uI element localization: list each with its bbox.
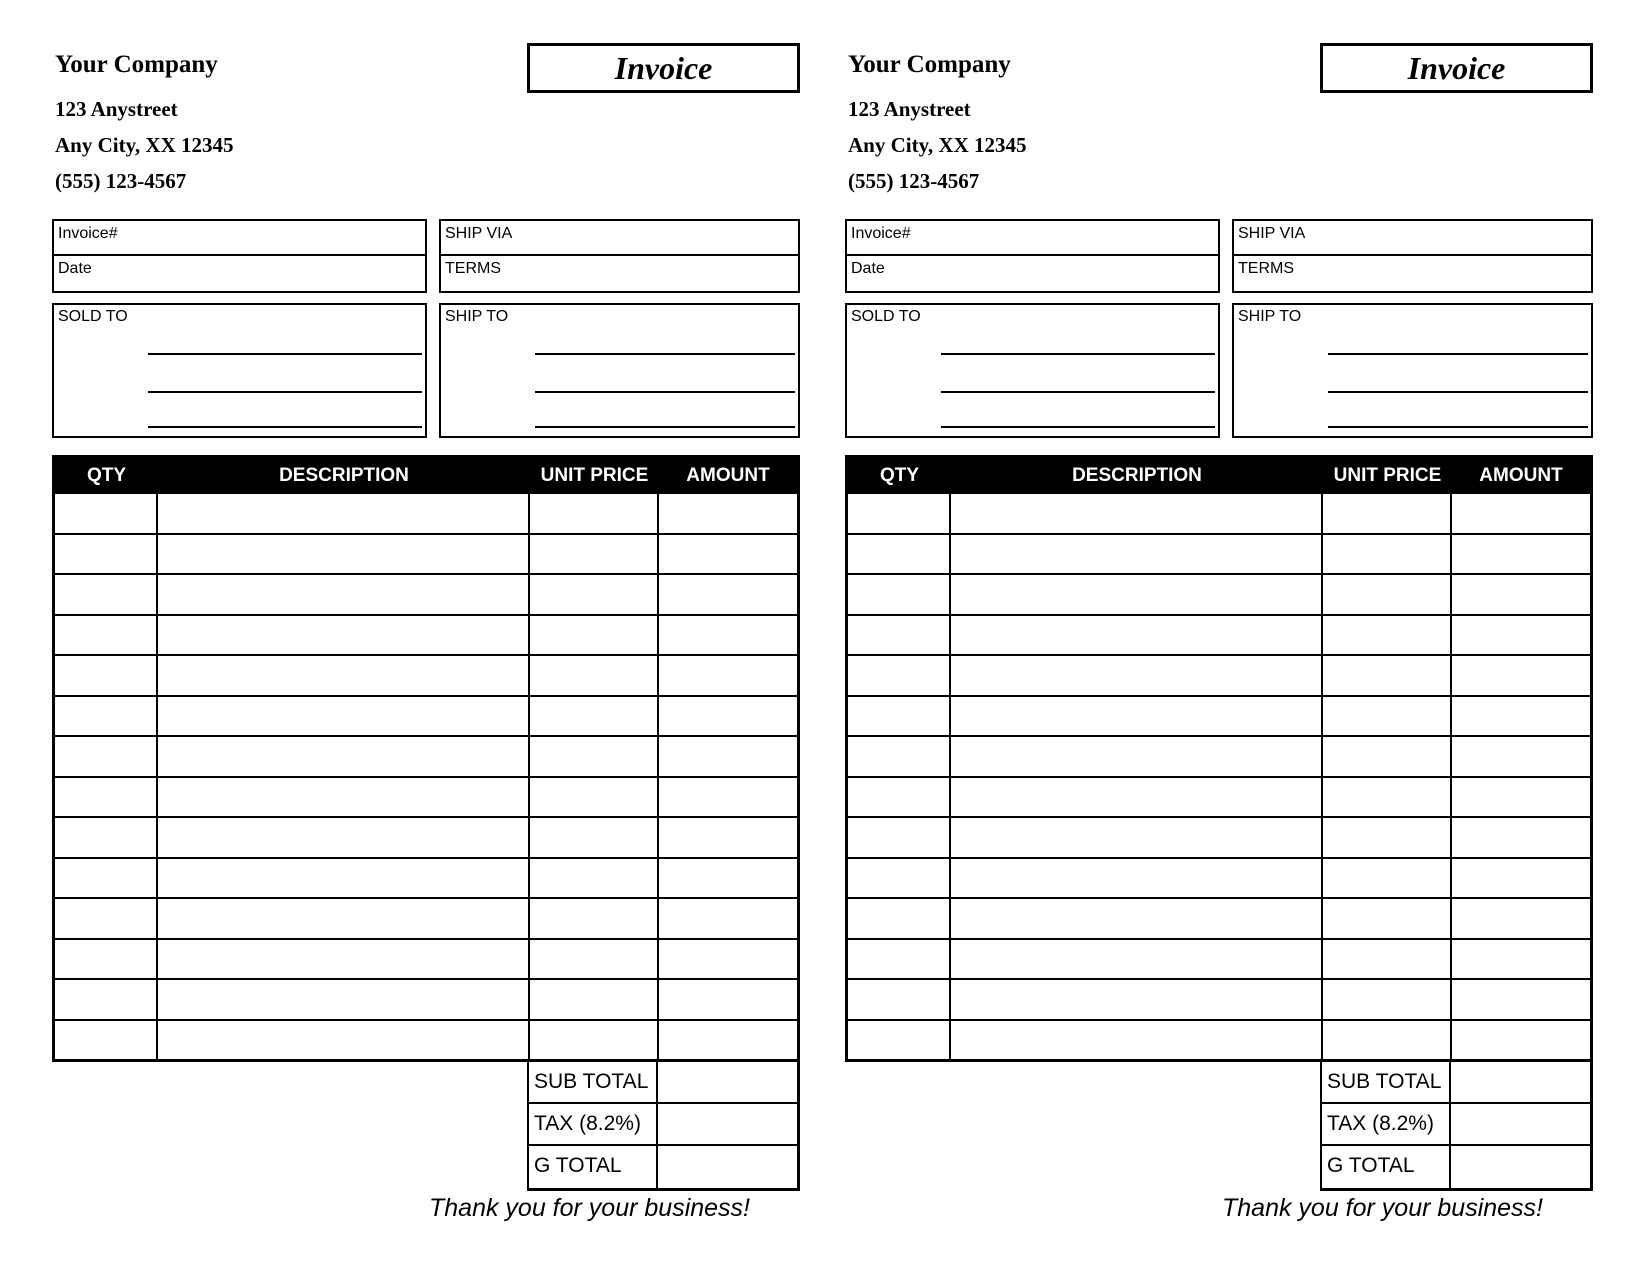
description-cell[interactable] xyxy=(951,494,1323,533)
invoice-number-field[interactable] xyxy=(54,221,425,256)
tax-label: TAX (8.2%) xyxy=(529,1104,658,1144)
description-cell[interactable] xyxy=(158,575,530,614)
item-row xyxy=(55,818,797,859)
terms-label: TERMS xyxy=(445,260,501,277)
invoice-number-date-box xyxy=(52,219,427,293)
grand-total-label: G TOTAL xyxy=(529,1146,658,1188)
description-cell[interactable] xyxy=(951,859,1323,898)
date-field[interactable] xyxy=(847,256,1218,291)
invoice-copy-left xyxy=(52,42,800,1237)
party-section xyxy=(845,303,1593,438)
qty-cell[interactable] xyxy=(848,535,951,574)
description-cell[interactable] xyxy=(158,535,530,574)
qty-cell[interactable] xyxy=(55,494,158,533)
ship-via-label: SHIP VIA xyxy=(445,225,513,242)
write-in-line xyxy=(941,426,1215,428)
unit-price-cell[interactable] xyxy=(1323,737,1452,776)
description-cell[interactable] xyxy=(951,737,1323,776)
write-in-line xyxy=(535,426,795,428)
qty-cell[interactable] xyxy=(55,656,158,695)
subtotal-row xyxy=(1322,1062,1590,1104)
amount-cell[interactable] xyxy=(1452,940,1590,979)
company-name: Your Company xyxy=(848,51,1011,78)
amount-cell[interactable] xyxy=(1452,494,1590,533)
description-cell[interactable] xyxy=(158,494,530,533)
item-row xyxy=(55,697,797,738)
qty-cell[interactable] xyxy=(848,980,951,1019)
qty-column-header: QTY xyxy=(879,465,920,486)
item-row xyxy=(55,1021,797,1060)
qty-cell[interactable] xyxy=(848,737,951,776)
item-row xyxy=(848,697,1590,738)
invoice xyxy=(845,42,1593,1237)
subtotal-label: SUB TOTAL xyxy=(529,1062,658,1102)
qty-cell[interactable] xyxy=(848,899,951,938)
amount-cell[interactable] xyxy=(659,535,797,574)
description-cell[interactable] xyxy=(158,859,530,898)
item-row xyxy=(848,778,1590,819)
amount-cell[interactable] xyxy=(659,859,797,898)
write-in-line xyxy=(148,391,422,393)
item-row xyxy=(55,535,797,576)
amount-cell[interactable] xyxy=(659,778,797,817)
qty-cell[interactable] xyxy=(848,1021,951,1060)
write-in-line xyxy=(1328,391,1588,393)
unit-price-cell[interactable] xyxy=(1323,494,1452,533)
description-cell[interactable] xyxy=(951,535,1323,574)
unit-price-cell[interactable] xyxy=(530,535,659,574)
description-cell[interactable] xyxy=(158,1021,530,1060)
qty-cell[interactable] xyxy=(848,575,951,614)
unit-price-cell[interactable] xyxy=(530,778,659,817)
description-cell[interactable] xyxy=(158,778,530,817)
qty-cell[interactable] xyxy=(55,1021,158,1060)
subtotal-value[interactable] xyxy=(658,1062,797,1102)
tax-value[interactable] xyxy=(1451,1104,1590,1144)
ship-to-label: SHIP TO xyxy=(1238,308,1302,325)
unit-price-cell[interactable] xyxy=(530,494,659,533)
items-table xyxy=(845,455,1593,1062)
unit-price-cell[interactable] xyxy=(1323,980,1452,1019)
terms-field[interactable] xyxy=(1234,256,1591,291)
write-in-line xyxy=(941,353,1215,355)
items-table-header xyxy=(55,458,797,494)
party-section xyxy=(52,303,800,438)
unit-price-cell[interactable] xyxy=(530,616,659,655)
sold-to-label: SOLD TO xyxy=(851,308,921,325)
invoice-info-section xyxy=(845,219,1593,293)
description-cell[interactable] xyxy=(951,899,1323,938)
tax-row xyxy=(1322,1104,1590,1146)
description-cell[interactable] xyxy=(158,899,530,938)
unit-price-cell[interactable] xyxy=(1323,818,1452,857)
date-label: Date xyxy=(851,260,885,277)
amount-column-header: AMOUNT xyxy=(686,465,770,486)
unit-price-cell[interactable] xyxy=(1323,575,1452,614)
item-row xyxy=(848,616,1590,657)
company-address-line2: Any City, XX 12345 xyxy=(55,133,234,157)
write-in-line xyxy=(535,391,795,393)
item-row xyxy=(55,494,797,535)
invoice-number-date-box xyxy=(845,219,1220,293)
qty-cell[interactable] xyxy=(848,818,951,857)
tax-label: TAX (8.2%) xyxy=(1322,1104,1451,1144)
amount-cell[interactable] xyxy=(659,940,797,979)
write-in-line xyxy=(535,353,795,355)
item-row xyxy=(55,980,797,1021)
invoice-title: Invoice xyxy=(614,49,713,86)
description-cell[interactable] xyxy=(158,616,530,655)
grand-total-value[interactable] xyxy=(1451,1146,1590,1188)
unit-price-cell[interactable] xyxy=(1323,656,1452,695)
qty-cell[interactable] xyxy=(55,980,158,1019)
description-cell[interactable] xyxy=(951,575,1323,614)
unit-price-cell[interactable] xyxy=(1323,616,1452,655)
amount-cell[interactable] xyxy=(659,818,797,857)
unit-price-cell[interactable] xyxy=(530,940,659,979)
unit-price-cell[interactable] xyxy=(530,818,659,857)
write-in-line xyxy=(148,426,422,428)
unit-price-cell[interactable] xyxy=(1323,1021,1452,1060)
item-row xyxy=(848,980,1590,1021)
qty-column-header: QTY xyxy=(86,465,127,486)
amount-cell[interactable] xyxy=(659,980,797,1019)
unit-price-cell[interactable] xyxy=(1323,899,1452,938)
unit-price-cell[interactable] xyxy=(530,656,659,695)
amount-cell[interactable] xyxy=(659,494,797,533)
ship-via-field[interactable] xyxy=(441,221,798,256)
item-row xyxy=(55,859,797,900)
invoice-number-label: Invoice# xyxy=(58,225,118,242)
subtotal-row xyxy=(529,1062,797,1104)
item-row xyxy=(848,899,1590,940)
unit-price-cell[interactable] xyxy=(1323,940,1452,979)
amount-cell[interactable] xyxy=(1452,980,1590,1019)
description-cell[interactable] xyxy=(158,940,530,979)
company-address-block xyxy=(55,91,234,199)
qty-cell[interactable] xyxy=(55,616,158,655)
qty-cell[interactable] xyxy=(55,859,158,898)
item-row xyxy=(848,494,1590,535)
description-cell[interactable] xyxy=(951,778,1323,817)
amount-cell[interactable] xyxy=(659,616,797,655)
item-row xyxy=(848,940,1590,981)
invoice-title: Invoice xyxy=(1407,49,1506,86)
grand-total-label: G TOTAL xyxy=(1322,1146,1451,1188)
item-row xyxy=(55,737,797,778)
company-address-line1: 123 Anystreet xyxy=(848,97,971,121)
item-row xyxy=(55,940,797,981)
qty-cell[interactable] xyxy=(848,697,951,736)
amount-cell[interactable] xyxy=(1452,616,1590,655)
amount-cell[interactable] xyxy=(1452,535,1590,574)
amount-cell[interactable] xyxy=(1452,656,1590,695)
amount-cell[interactable] xyxy=(1452,575,1590,614)
item-row xyxy=(848,737,1590,778)
write-in-line xyxy=(148,353,422,355)
description-cell[interactable] xyxy=(158,737,530,776)
date-label: Date xyxy=(58,260,92,277)
totals-section xyxy=(527,1062,800,1191)
amount-cell[interactable] xyxy=(1452,737,1590,776)
invoice-number-field[interactable] xyxy=(847,221,1218,256)
qty-cell[interactable] xyxy=(55,535,158,574)
qty-cell[interactable] xyxy=(55,940,158,979)
description-cell[interactable] xyxy=(951,980,1323,1019)
amount-cell[interactable] xyxy=(659,737,797,776)
ship-via-terms-box xyxy=(1232,219,1593,293)
items-table-body xyxy=(55,494,797,1059)
write-in-line xyxy=(941,391,1215,393)
sold-to-box[interactable] xyxy=(845,303,1220,438)
description-cell[interactable] xyxy=(158,980,530,1019)
terms-label: TERMS xyxy=(1238,260,1294,277)
items-table-body xyxy=(848,494,1590,1059)
qty-cell[interactable] xyxy=(848,940,951,979)
qty-cell[interactable] xyxy=(55,737,158,776)
totals-section xyxy=(1320,1062,1593,1191)
company-address-line1: 123 Anystreet xyxy=(55,97,178,121)
unit-price-cell[interactable] xyxy=(530,575,659,614)
unit-price-cell[interactable] xyxy=(530,859,659,898)
invoice-number-label: Invoice# xyxy=(851,225,911,242)
item-row xyxy=(848,1021,1590,1060)
item-row xyxy=(55,575,797,616)
unit-price-cell[interactable] xyxy=(530,1021,659,1060)
amount-cell[interactable] xyxy=(1452,859,1590,898)
date-field[interactable] xyxy=(54,256,425,291)
unit-price-cell[interactable] xyxy=(530,899,659,938)
company-address-block xyxy=(848,91,1027,199)
sold-to-label: SOLD TO xyxy=(58,308,128,325)
unit-price-column-header: UNIT PRICE xyxy=(540,465,649,486)
qty-cell[interactable] xyxy=(55,697,158,736)
qty-cell[interactable] xyxy=(848,494,951,533)
description-cell[interactable] xyxy=(158,697,530,736)
unit-price-cell[interactable] xyxy=(530,980,659,1019)
amount-cell[interactable] xyxy=(659,656,797,695)
company-name: Your Company xyxy=(55,51,218,78)
description-column-header: DESCRIPTION xyxy=(279,465,409,486)
item-row xyxy=(848,535,1590,576)
description-cell[interactable] xyxy=(951,818,1323,857)
amount-cell[interactable] xyxy=(659,899,797,938)
ship-to-label: SHIP TO xyxy=(445,308,509,325)
ship-to-box[interactable] xyxy=(1232,303,1593,438)
invoice-copy-right xyxy=(845,42,1593,1237)
company-address-line2: Any City, XX 12345 xyxy=(848,133,1027,157)
unit-price-cell[interactable] xyxy=(1323,859,1452,898)
terms-field[interactable] xyxy=(441,256,798,291)
ship-to-box[interactable] xyxy=(439,303,800,438)
item-row xyxy=(848,575,1590,616)
subtotal-label: SUB TOTAL xyxy=(1322,1062,1451,1102)
qty-cell[interactable] xyxy=(848,778,951,817)
sold-to-box[interactable] xyxy=(52,303,427,438)
invoice-title-box xyxy=(1320,43,1593,93)
ship-via-terms-box xyxy=(439,219,800,293)
item-row xyxy=(55,899,797,940)
tax-value[interactable] xyxy=(658,1104,797,1144)
amount-cell[interactable] xyxy=(1452,818,1590,857)
tax-row xyxy=(529,1104,797,1146)
qty-cell[interactable] xyxy=(848,656,951,695)
invoice xyxy=(52,42,800,1237)
amount-cell[interactable] xyxy=(659,1021,797,1060)
company-phone: (555) 123-4567 xyxy=(55,169,187,193)
description-column-header: DESCRIPTION xyxy=(1072,465,1202,486)
grand-total-row xyxy=(1322,1146,1590,1188)
amount-cell[interactable] xyxy=(1452,697,1590,736)
amount-cell[interactable] xyxy=(1452,1021,1590,1060)
item-row xyxy=(55,616,797,657)
items-table xyxy=(52,455,800,1062)
amount-cell[interactable] xyxy=(659,697,797,736)
description-cell[interactable] xyxy=(951,1021,1323,1060)
grand-total-row xyxy=(529,1146,797,1188)
item-row xyxy=(848,656,1590,697)
unit-price-cell[interactable] xyxy=(1323,778,1452,817)
invoice-info-section xyxy=(52,219,800,293)
amount-cell[interactable] xyxy=(1452,899,1590,938)
qty-cell[interactable] xyxy=(55,899,158,938)
write-in-line xyxy=(1328,353,1588,355)
items-table-header xyxy=(848,458,1590,494)
description-cell[interactable] xyxy=(951,697,1323,736)
qty-cell[interactable] xyxy=(55,778,158,817)
description-cell[interactable] xyxy=(951,940,1323,979)
unit-price-column-header: UNIT PRICE xyxy=(1333,465,1442,486)
unit-price-cell[interactable] xyxy=(1323,535,1452,574)
company-phone: (555) 123-4567 xyxy=(848,169,980,193)
description-cell[interactable] xyxy=(158,656,530,695)
ship-via-field[interactable] xyxy=(1234,221,1591,256)
ship-via-label: SHIP VIA xyxy=(1238,225,1306,242)
qty-cell[interactable] xyxy=(55,818,158,857)
description-cell[interactable] xyxy=(951,616,1323,655)
item-row xyxy=(848,859,1590,900)
invoice-title-box xyxy=(527,43,800,93)
description-cell[interactable] xyxy=(951,656,1323,695)
subtotal-value[interactable] xyxy=(1451,1062,1590,1102)
item-row xyxy=(55,656,797,697)
amount-cell[interactable] xyxy=(1452,778,1590,817)
unit-price-cell[interactable] xyxy=(530,737,659,776)
qty-cell[interactable] xyxy=(55,575,158,614)
item-row xyxy=(55,778,797,819)
qty-cell[interactable] xyxy=(848,859,951,898)
unit-price-cell[interactable] xyxy=(1323,697,1452,736)
amount-cell[interactable] xyxy=(659,575,797,614)
item-row xyxy=(848,818,1590,859)
unit-price-cell[interactable] xyxy=(530,697,659,736)
footer-message: Thank you for your business! xyxy=(1222,1194,1543,1222)
write-in-line xyxy=(1328,426,1588,428)
qty-cell[interactable] xyxy=(848,616,951,655)
description-cell[interactable] xyxy=(158,818,530,857)
footer-message: Thank you for your business! xyxy=(429,1194,750,1222)
amount-column-header: AMOUNT xyxy=(1479,465,1563,486)
grand-total-value[interactable] xyxy=(658,1146,797,1188)
